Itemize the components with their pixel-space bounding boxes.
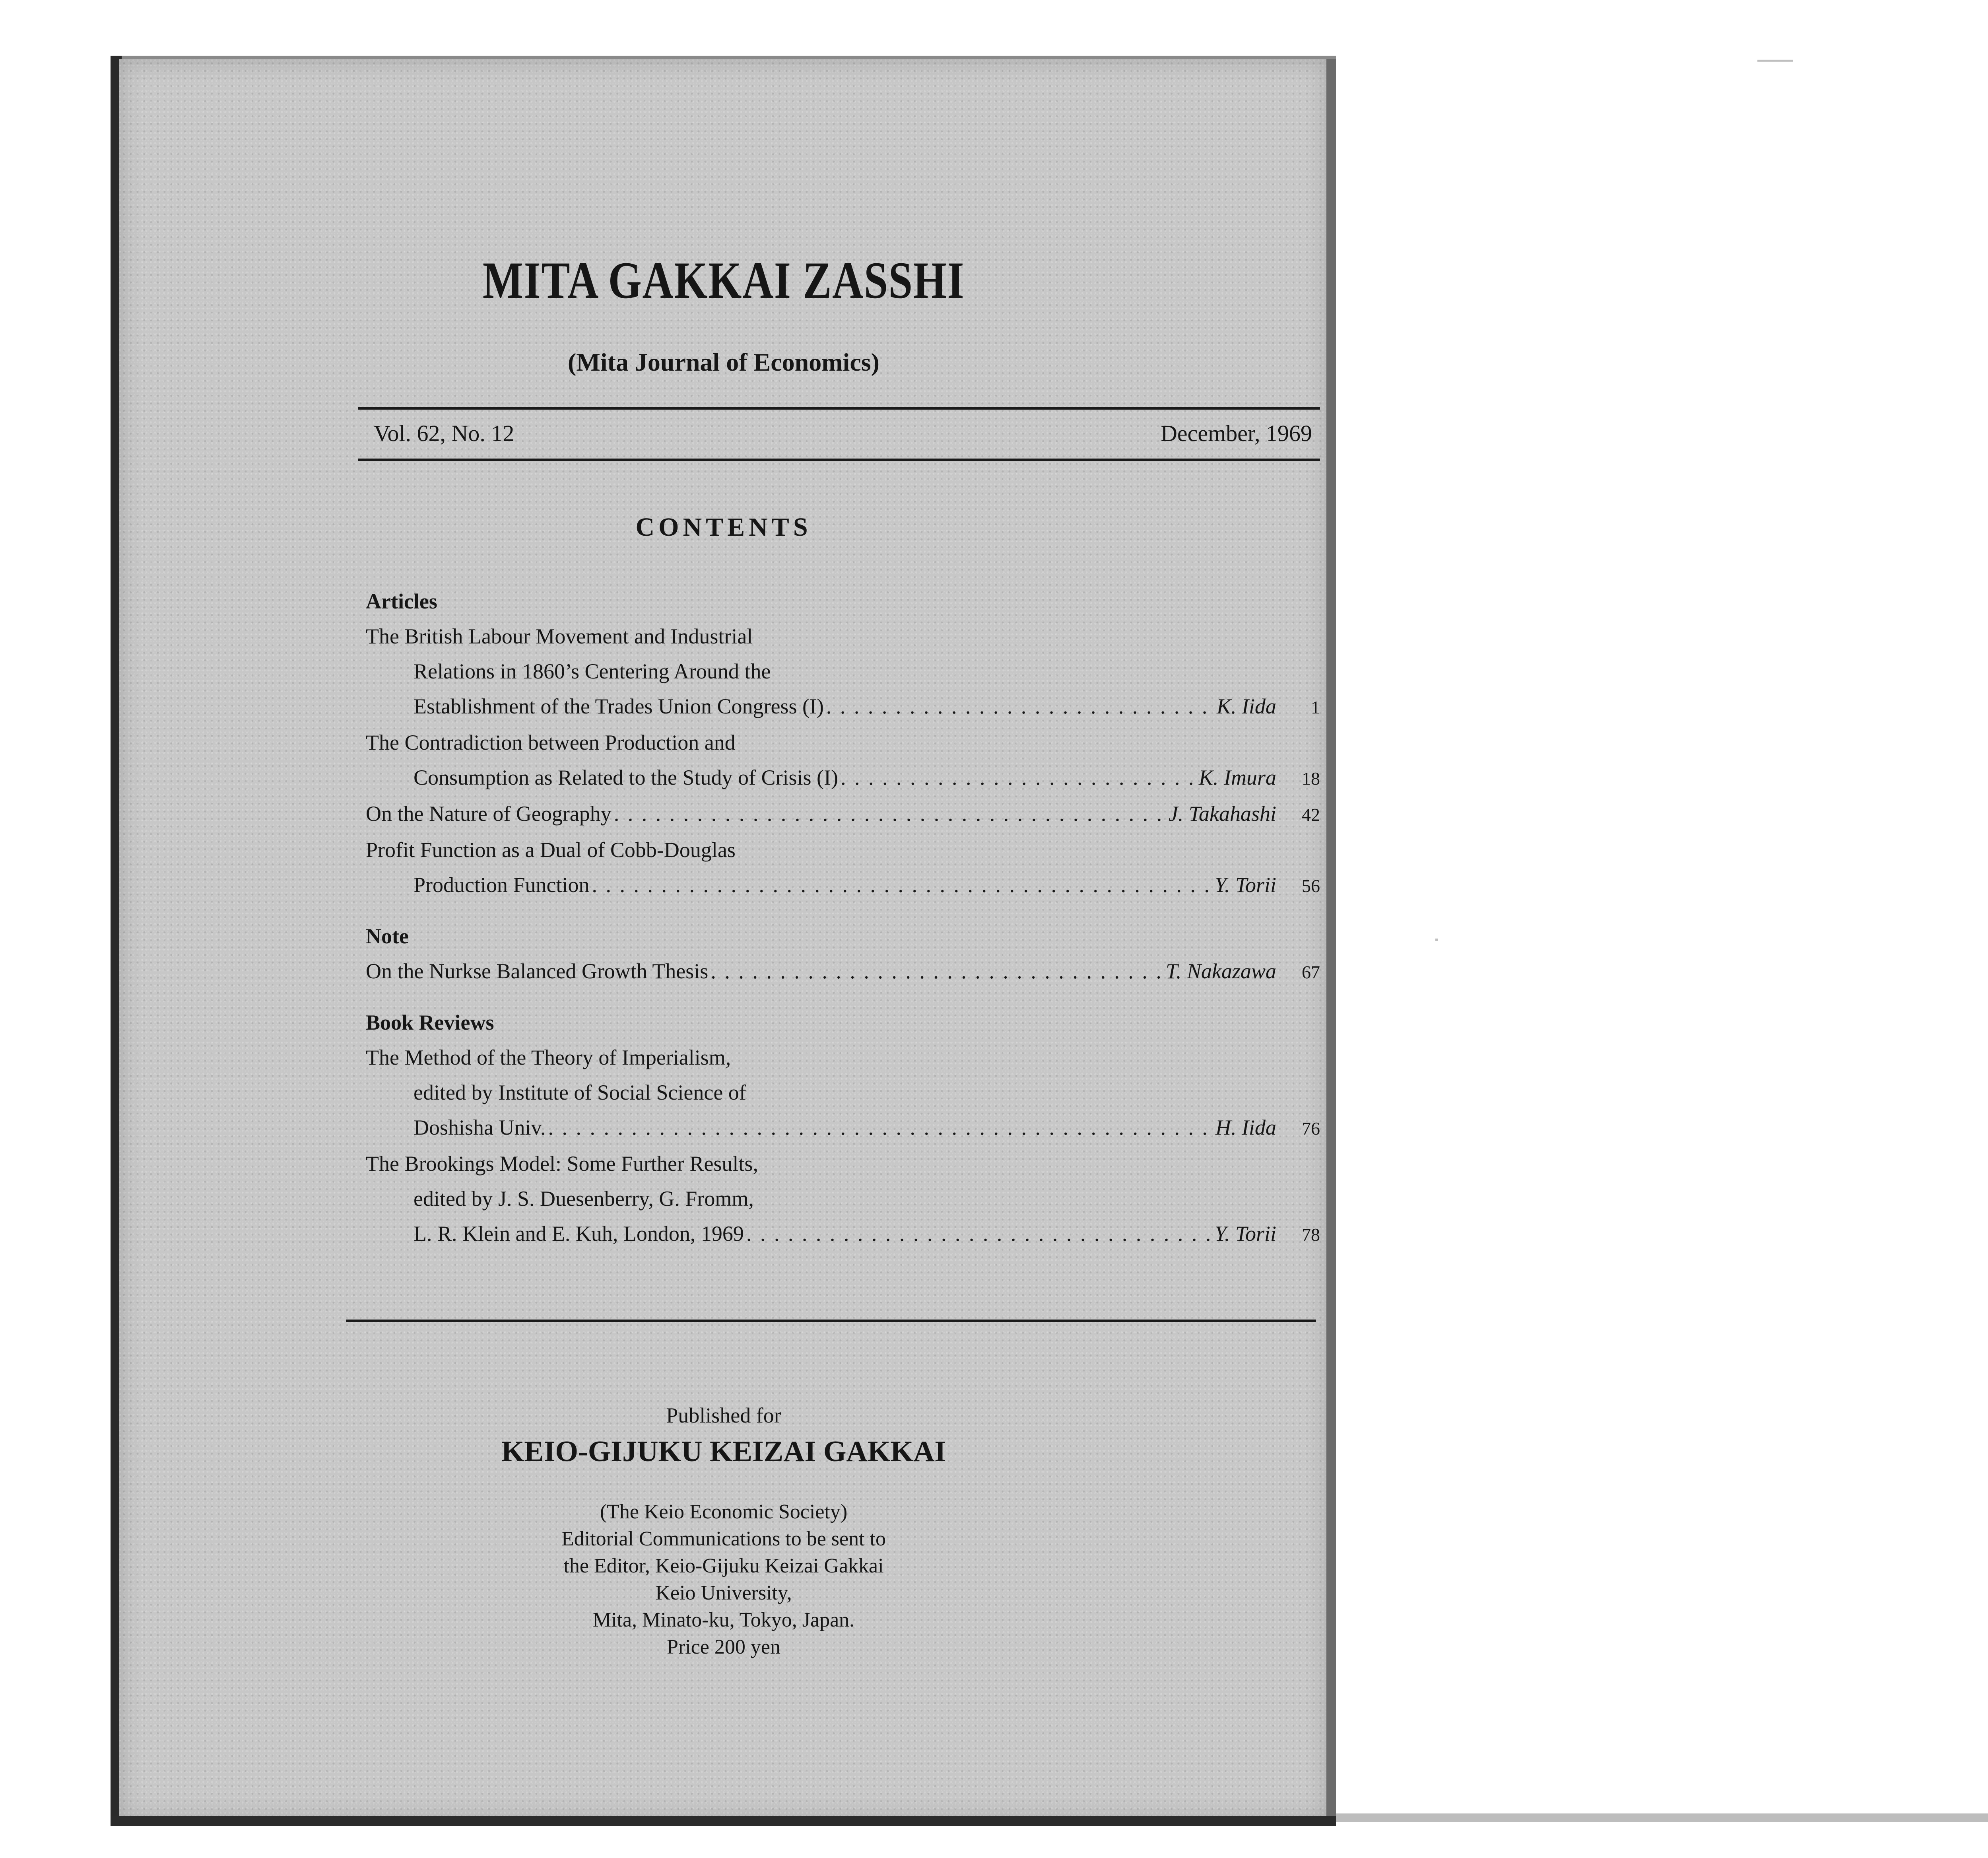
address-line: Mita, Minato-ku, Tokyo, Japan.	[592, 1609, 855, 1631]
toc-entry-line: The Contradiction between Production and	[366, 731, 736, 754]
dot-leader	[826, 689, 1214, 724]
scan-speck	[1435, 939, 1438, 941]
toc-entry-author: J. Takahashi	[1168, 802, 1276, 826]
dot-leader	[711, 954, 1163, 989]
toc-entry-author: Y. Torii	[1214, 873, 1276, 897]
toc-entry-leader-line	[366, 1216, 1320, 1252]
toc-entry-page-number: 56	[1302, 876, 1320, 896]
toc-entry-line: edited by Institute of Social Science of	[414, 1081, 746, 1104]
toc-entry-line: The Brookings Model: Some Further Results,	[366, 1152, 758, 1176]
dot-leader	[548, 1110, 1213, 1145]
journal-cover-page	[119, 59, 1328, 1820]
publisher-society: (The Keio Economic Society)	[600, 1500, 848, 1523]
toc-entry	[366, 619, 1320, 725]
issue-date: December, 1969	[1161, 420, 1312, 446]
toc-entry-line: The British Labour Movement and Industrial	[366, 624, 753, 648]
page-edge-bottom	[111, 1816, 1336, 1826]
toc-entry	[366, 832, 1320, 904]
toc-entry	[366, 1146, 1320, 1252]
toc-entry	[366, 725, 1320, 796]
address-line: Editorial Communications to be sent to	[561, 1528, 886, 1550]
page-edge-right	[1326, 59, 1336, 1821]
toc-entry	[366, 954, 1320, 990]
toc-entry-leader-line	[366, 1110, 1320, 1146]
toc-entry-leader-line	[366, 760, 1320, 796]
toc-entry-leader-line	[366, 689, 1320, 725]
toc-section-title: Note	[366, 924, 409, 948]
dot-leader	[746, 1216, 1212, 1251]
toc-entry-page-number: 78	[1302, 1224, 1320, 1245]
top-rule	[358, 407, 1320, 410]
toc-entry-page-number: 18	[1302, 768, 1320, 789]
toc-entry-leader-line	[366, 867, 1320, 904]
price-line: Price 200 yen	[667, 1636, 780, 1658]
toc-entry-text: Doshisha Univ.	[414, 1116, 546, 1139]
toc-section-title: Book Reviews	[366, 1011, 494, 1034]
toc-entry-text: L. R. Klein and E. Kuh, London, 1969	[414, 1222, 744, 1246]
toc-entry-text: Production Function	[414, 873, 590, 897]
cover-content	[119, 59, 1328, 1820]
toc-entry-page-number: 1	[1311, 697, 1320, 717]
toc-entry-page-number: 76	[1302, 1118, 1320, 1139]
toc-entry	[366, 796, 1320, 832]
journal-subtitle: (Mita Journal of Economics)	[568, 348, 879, 376]
toc-entry-page-number: 42	[1302, 805, 1320, 825]
dot-leader	[592, 867, 1212, 902]
toc-entry-line: The Method of the Theory of Imperialism,	[366, 1046, 731, 1069]
toc-entry	[366, 1040, 1320, 1146]
publisher-details	[119, 1498, 1328, 1661]
toc-entry-text: On the Nurkse Balanced Growth Thesis	[366, 959, 709, 983]
facing-page-edge	[1336, 1813, 1988, 1822]
toc-section-title: Articles	[366, 589, 437, 613]
toc-entry-author: H. Iida	[1215, 1116, 1276, 1139]
address-line: Keio University,	[655, 1582, 792, 1604]
scan-speck	[1757, 60, 1793, 62]
dot-leader	[614, 796, 1166, 831]
issue-line	[374, 420, 1312, 447]
toc-entry-author: K. Imura	[1198, 766, 1276, 789]
toc-entry-line: Relations in 1860’s Centering Around the	[414, 659, 771, 683]
toc-entry-leader-line	[366, 954, 1320, 990]
issue-rule	[358, 459, 1320, 461]
publisher-name: KEIO-GIJUKU KEIZAI GAKKAI	[501, 1435, 946, 1468]
bottom-rule	[346, 1320, 1316, 1322]
contents-heading: CONTENTS	[635, 513, 812, 542]
toc-entry-author: Y. Torii	[1214, 1222, 1276, 1246]
table-of-contents	[366, 584, 1320, 1252]
toc-entry-line: Profit Function as a Dual of Cobb-Douglas	[366, 838, 736, 862]
address-line: the Editor, Keio-Gijuku Keizai Gakkai	[563, 1555, 884, 1577]
toc-entry-line: edited by J. S. Duesenberry, G. Fromm,	[414, 1187, 754, 1211]
journal-title: MITA GAKKAI ZASSHI	[482, 251, 965, 309]
dot-leader	[841, 760, 1196, 795]
toc-entry-author: T. Nakazawa	[1165, 959, 1276, 983]
published-for-label: Published for	[666, 1403, 781, 1427]
toc-entry-page-number: 67	[1302, 962, 1320, 982]
toc-entry-text: Consumption as Related to the Study of Crisis (I)	[414, 766, 838, 789]
toc-entry-text: Establishment of the Trades Union Congress (I)	[414, 694, 824, 718]
volume-number: Vol. 62, No. 12	[374, 420, 514, 446]
toc-entry-leader-line	[366, 796, 1320, 832]
toc-entry-author: K. Iida	[1216, 694, 1276, 718]
toc-entry-text: On the Nature of Geography	[366, 802, 612, 826]
